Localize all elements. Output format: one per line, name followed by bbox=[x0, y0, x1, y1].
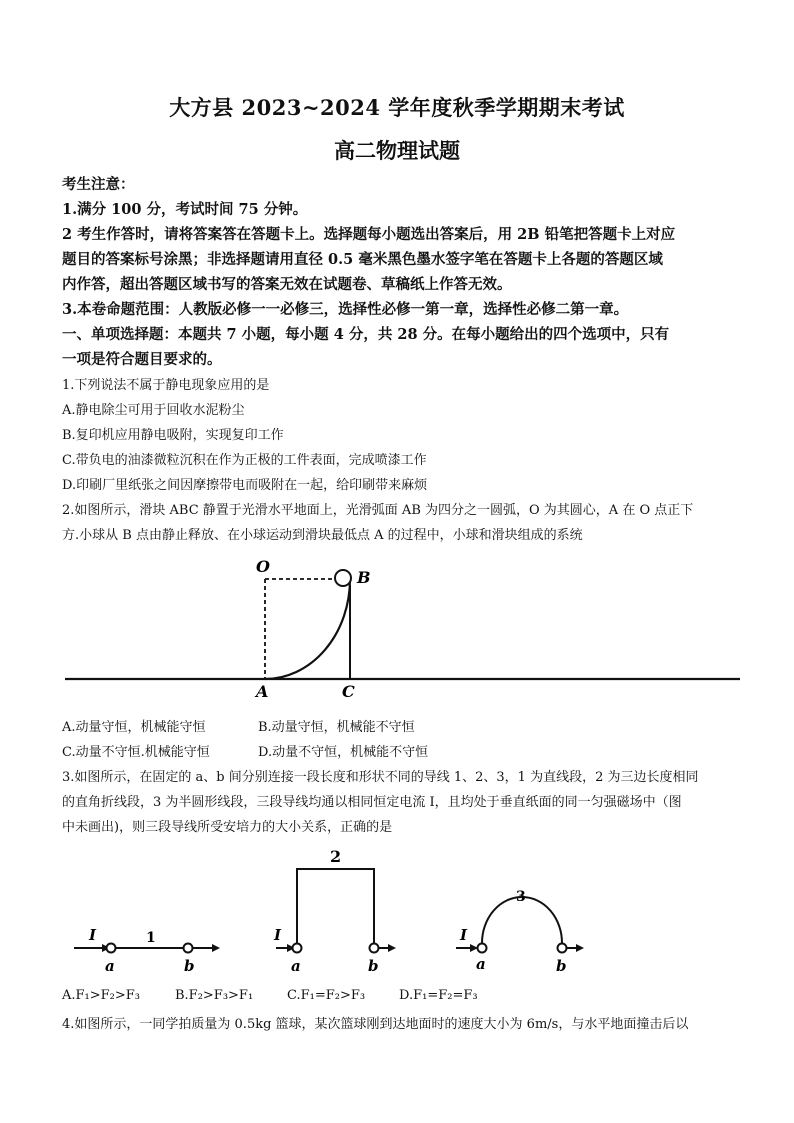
note-3: 3.本卷命题范围：人教版必修一一必修三，选择性必修一第一章，选择性必修二第一章。 bbox=[62, 301, 629, 318]
wire-2-figure bbox=[273, 847, 396, 975]
exam-title: 大方县 2023~2024 学年度秋季学期期末考试 bbox=[169, 95, 625, 120]
label-wire-3: 3 bbox=[516, 889, 526, 905]
terminal-b bbox=[184, 944, 193, 953]
q2-option-a: A.动量守恒，机械能守恒 bbox=[62, 720, 206, 735]
q3-option-d: D.F₁=F₂=F₃ bbox=[399, 988, 478, 1003]
q1-stem: 1.下列说法不属于静电现象应用的是 bbox=[62, 378, 270, 393]
section-heading-line1: 一、单项选择题：本题共 7 小题，每小题 4 分，共 28 分。在每小题给出的四个选项中，只有 bbox=[62, 326, 670, 343]
q3-option-a: A.F₁>F₂>F₃ bbox=[62, 988, 140, 1003]
note-2-line3: 内作答，超出答题区域书写的答案无效在试题卷、草稿纸上作答无效。 bbox=[62, 276, 512, 293]
q1-option-c: C.带负电的油漆微粒沉积在作为正极的工件表面，完成喷漆工作 bbox=[62, 453, 427, 468]
q3-option-c: C.F₁=F₂>F₃ bbox=[287, 988, 366, 1003]
label-wire-2: 2 bbox=[330, 847, 342, 866]
label-current-i: I bbox=[89, 926, 97, 944]
note-2-line1: 2 考生作答时，请将答案答在答题卡上。选择题每小题选出答案后，用 2B 铅笔把答题卡上对应 bbox=[62, 226, 676, 243]
terminal-b bbox=[558, 944, 567, 953]
q2-stem-line2: 方.小球从 B 点由静止释放、在小球运动到滑块最低点 A 的过程中，小球和滑块组成的系统 bbox=[62, 528, 583, 543]
label-current-i: I bbox=[274, 926, 282, 944]
q3-stem-line1: 3.如图所示，在固定的 a、b 间分别连接一段长度和形状不同的导线 1、2、3，1 为直线段，2 为三边长度相同 bbox=[62, 770, 699, 785]
q1-option-b: B.复印机应用静电吸附，实现复印工作 bbox=[62, 428, 284, 443]
q3-stem-line2: 的直角折线段，3 为半圆形线段，三段导线均通以相同恒定电流 I，且均处于垂直纸面的同一匀强磁场中（图 bbox=[62, 795, 682, 810]
q3-figure bbox=[60, 845, 620, 980]
label-c: C bbox=[342, 682, 355, 700]
current-arrow-icon bbox=[388, 944, 396, 952]
label-a: A bbox=[256, 682, 269, 700]
note-2-line2: 题目的答案标号涂黑；非选择题请用直径 0.5 毫米黑色墨水签字笔在答题卡上各题的答题区域 bbox=[62, 251, 663, 268]
q3-option-b: B.F₂>F₃>F₁ bbox=[175, 988, 254, 1003]
label-a: a bbox=[105, 957, 115, 975]
terminal-a bbox=[293, 944, 302, 953]
current-arrow-icon bbox=[576, 944, 584, 952]
q2-option-c: C.动量不守恒.机械能守恒 bbox=[62, 745, 210, 760]
terminal-a bbox=[478, 944, 487, 953]
q4-stem-line1: 4.如图所示，一同学拍质量为 0.5kg 篮球，某次篮球刚到达地面时的速度大小为 6m/s，与水平地面撞击后以 bbox=[62, 1017, 689, 1032]
note-1: 1.满分 100 分，考试时间 75 分钟。 bbox=[62, 201, 308, 218]
label-a: a bbox=[291, 957, 301, 975]
label-b: b bbox=[184, 957, 195, 975]
q3-stem-line3: 中未画出)，则三段导线所受安培力的大小关系，正确的是 bbox=[62, 820, 393, 835]
label-b: b bbox=[368, 957, 379, 975]
q2-option-d: D.动量不守恒，机械能不守恒 bbox=[258, 745, 429, 760]
exam-subtitle: 高二物理试题 bbox=[334, 138, 460, 163]
q1-option-a: A.静电除尘可用于回收水泥粉尘 bbox=[62, 403, 245, 418]
q2-stem-line1: 2.如图所示，滑块 ABC 静置于光滑水平地面上，光滑弧面 AB 为四分之一圆弧，O 为其圆心，A 在 O 点正下 bbox=[62, 503, 694, 518]
arc-ab bbox=[265, 579, 350, 679]
wire-3-figure bbox=[456, 889, 584, 975]
wire-1-figure bbox=[74, 926, 220, 975]
current-arrow-icon bbox=[212, 944, 220, 952]
notes-heading: 考生注意： bbox=[62, 176, 135, 193]
label-b: B bbox=[357, 568, 371, 587]
ball bbox=[335, 570, 351, 586]
section-heading-line2: 一项是符合题目要求的。 bbox=[62, 351, 222, 368]
label-wire-1: 1 bbox=[146, 930, 156, 946]
q1-option-d: D.印刷厂里纸张之间因摩擦带电而吸附在一起，给印刷带来麻烦 bbox=[62, 478, 428, 493]
label-current-i: I bbox=[460, 926, 468, 944]
label-b: b bbox=[556, 957, 567, 975]
wire-2 bbox=[297, 869, 374, 943]
q2-figure bbox=[60, 555, 740, 700]
label-o: O bbox=[256, 557, 270, 576]
terminal-b bbox=[370, 944, 379, 953]
label-a: a bbox=[476, 955, 486, 973]
q2-option-b: B.动量守恒，机械能不守恒 bbox=[258, 720, 415, 735]
terminal-a bbox=[107, 944, 116, 953]
